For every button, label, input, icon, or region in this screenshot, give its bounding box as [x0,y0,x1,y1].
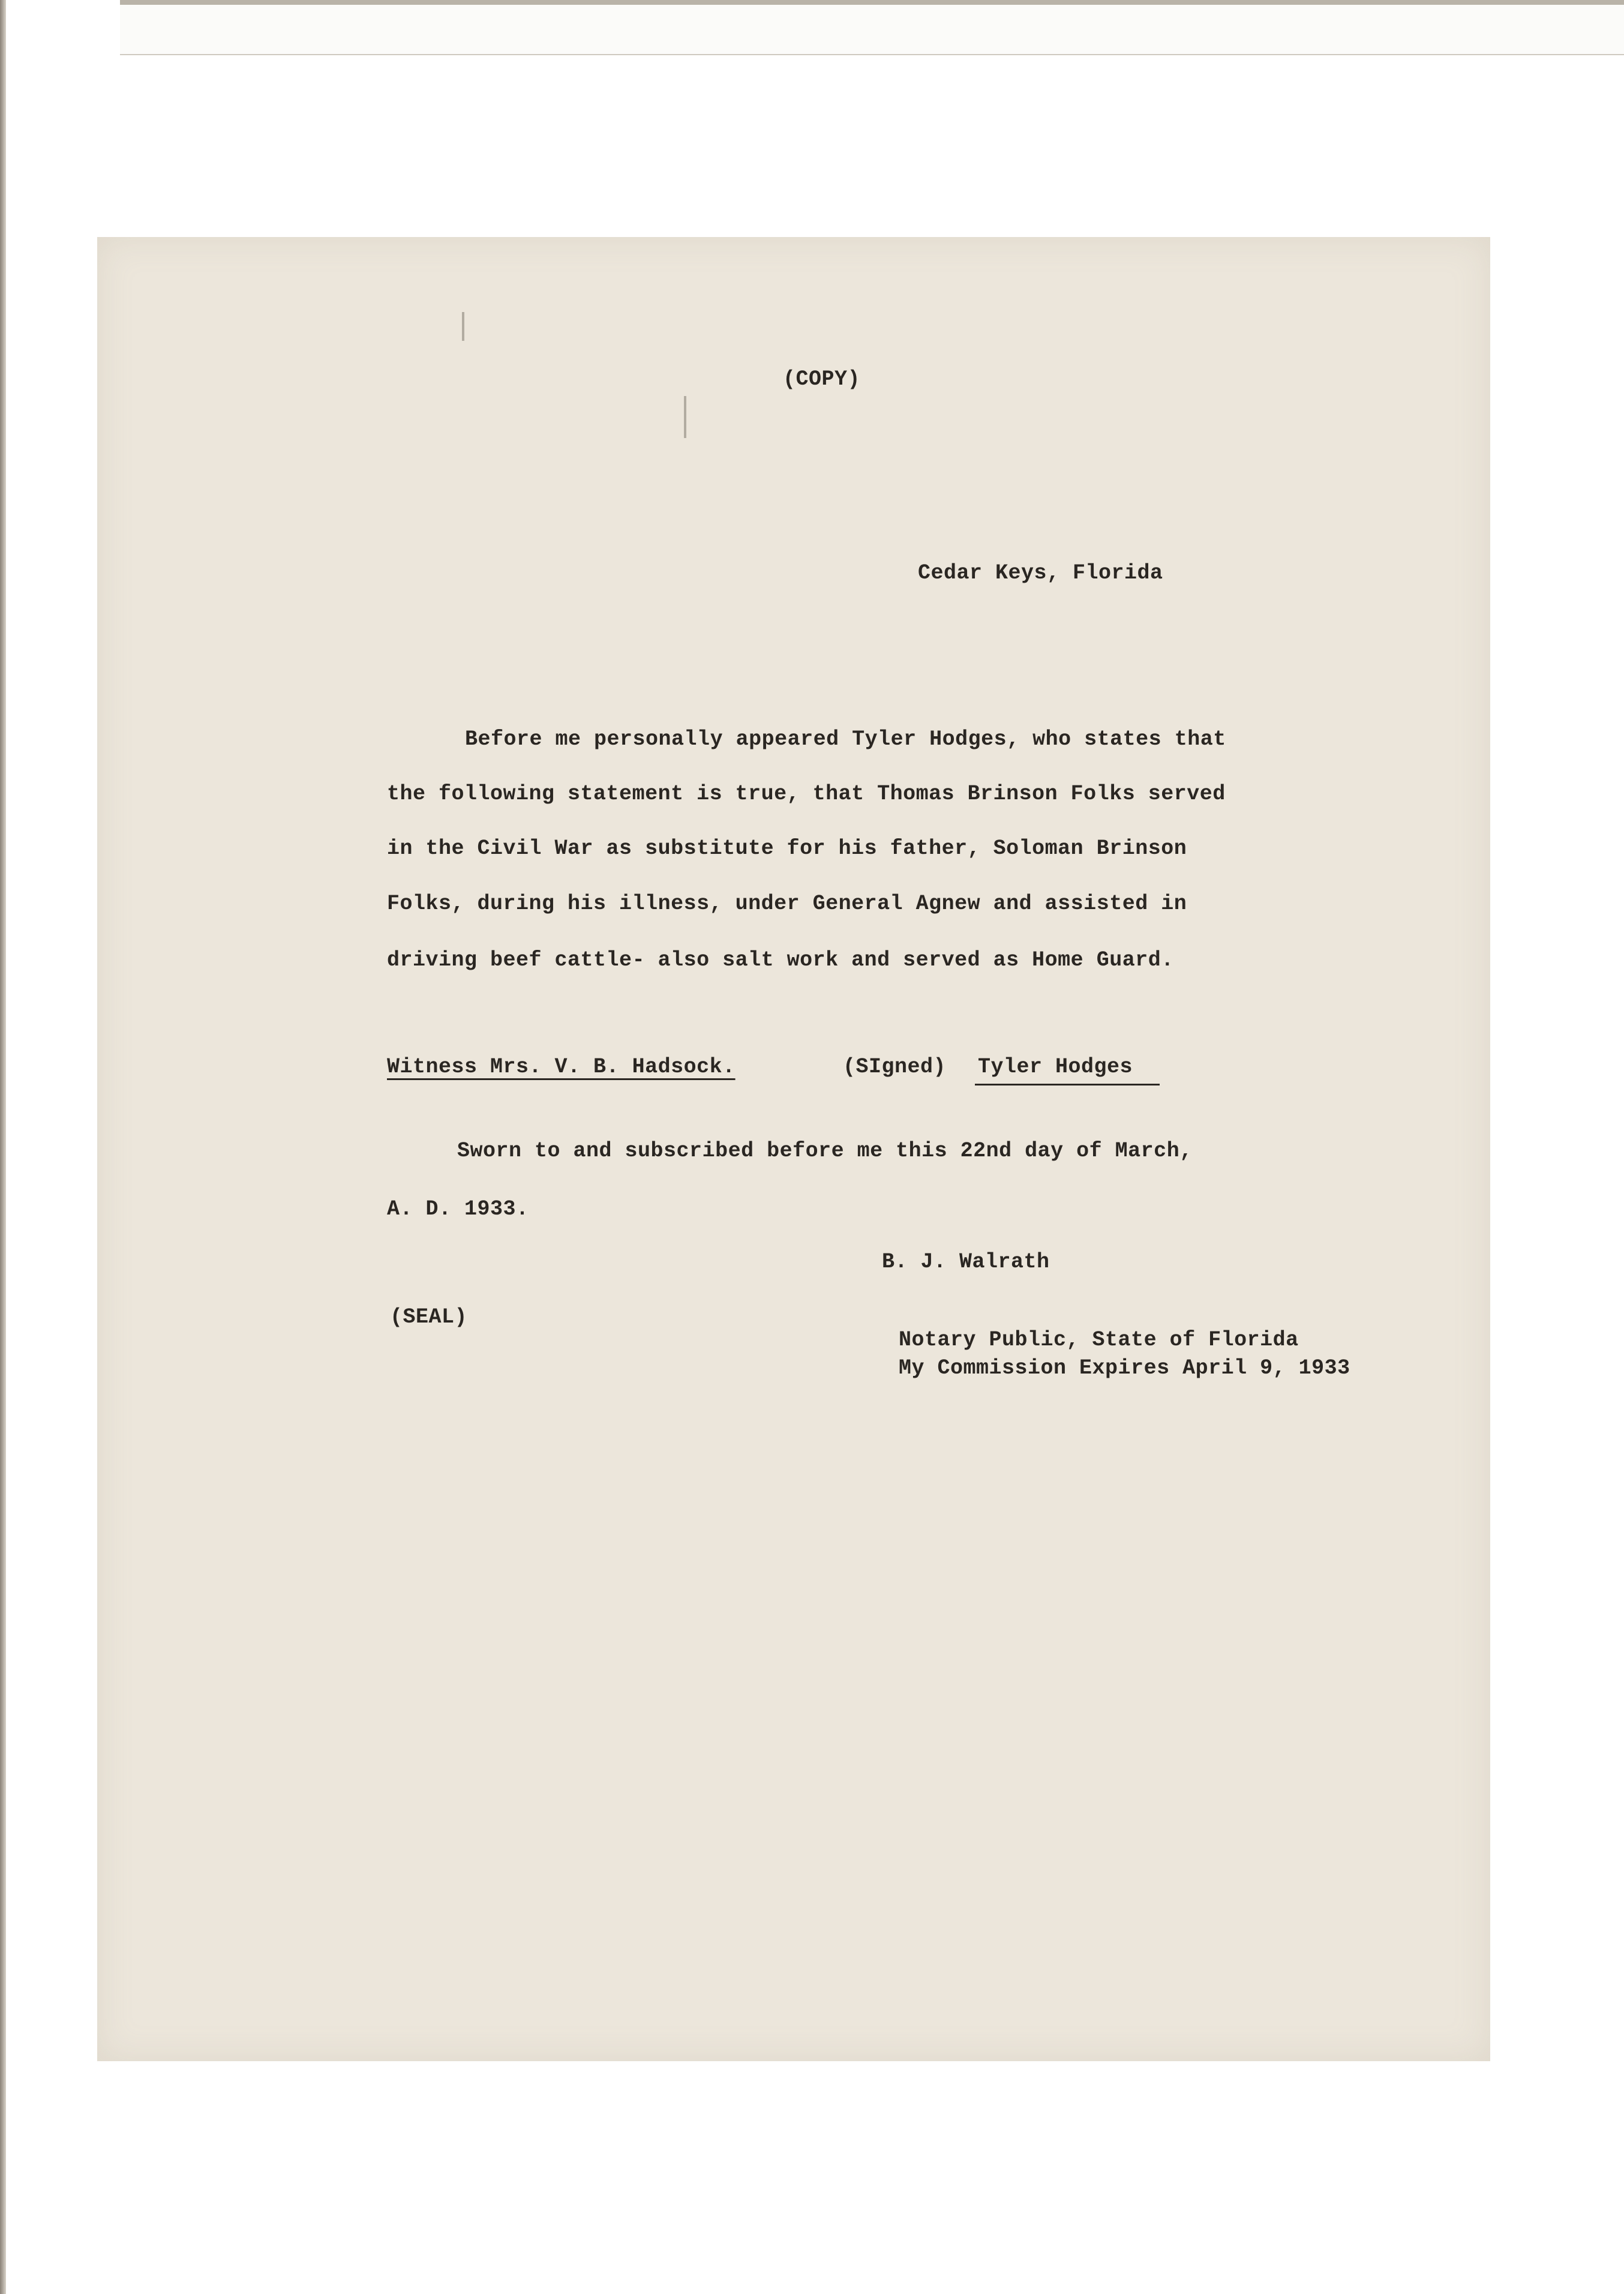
sworn-line: Sworn to and subscribed before me this 22nd day of March, [457,1139,1193,1163]
signer-name: Tyler Hodges [978,1055,1133,1079]
body-line: Folks, during his illness, under General Agnew and assisted in [387,892,1187,916]
commission-line: My Commission Expires April 9, 1933 [899,1356,1350,1380]
seal-label: (SEAL) [390,1305,468,1329]
scan-left-edge [0,0,6,2294]
signature-line [975,1084,1160,1085]
scan-mark [462,312,464,341]
body-line: driving beef cattle- also salt work and served as Home Guard. [387,948,1174,972]
signed-label: (SIgned) [843,1055,947,1079]
scan-top-sheet [120,5,1624,55]
body-line: Before me personally appeared Tyler Hodges, who states that [465,727,1226,751]
copy-heading: (COPY) [783,367,861,391]
notary-title: Notary Public, State of Florida [899,1328,1299,1352]
body-line: the following statement is true, that Thomas Brinson Folks served [387,782,1226,806]
notary-name: B. J. Walrath [882,1250,1050,1274]
witness-line: Witness Mrs. V. B. Hadsock. [387,1055,736,1079]
sworn-date-line: A. D. 1933. [387,1197,529,1221]
body-line: in the Civil War as substitute for his father, Soloman Brinson [387,836,1187,860]
scan-top-strip [120,0,1624,5]
place-line: Cedar Keys, Florida [918,561,1163,585]
scan-mark [684,396,686,438]
